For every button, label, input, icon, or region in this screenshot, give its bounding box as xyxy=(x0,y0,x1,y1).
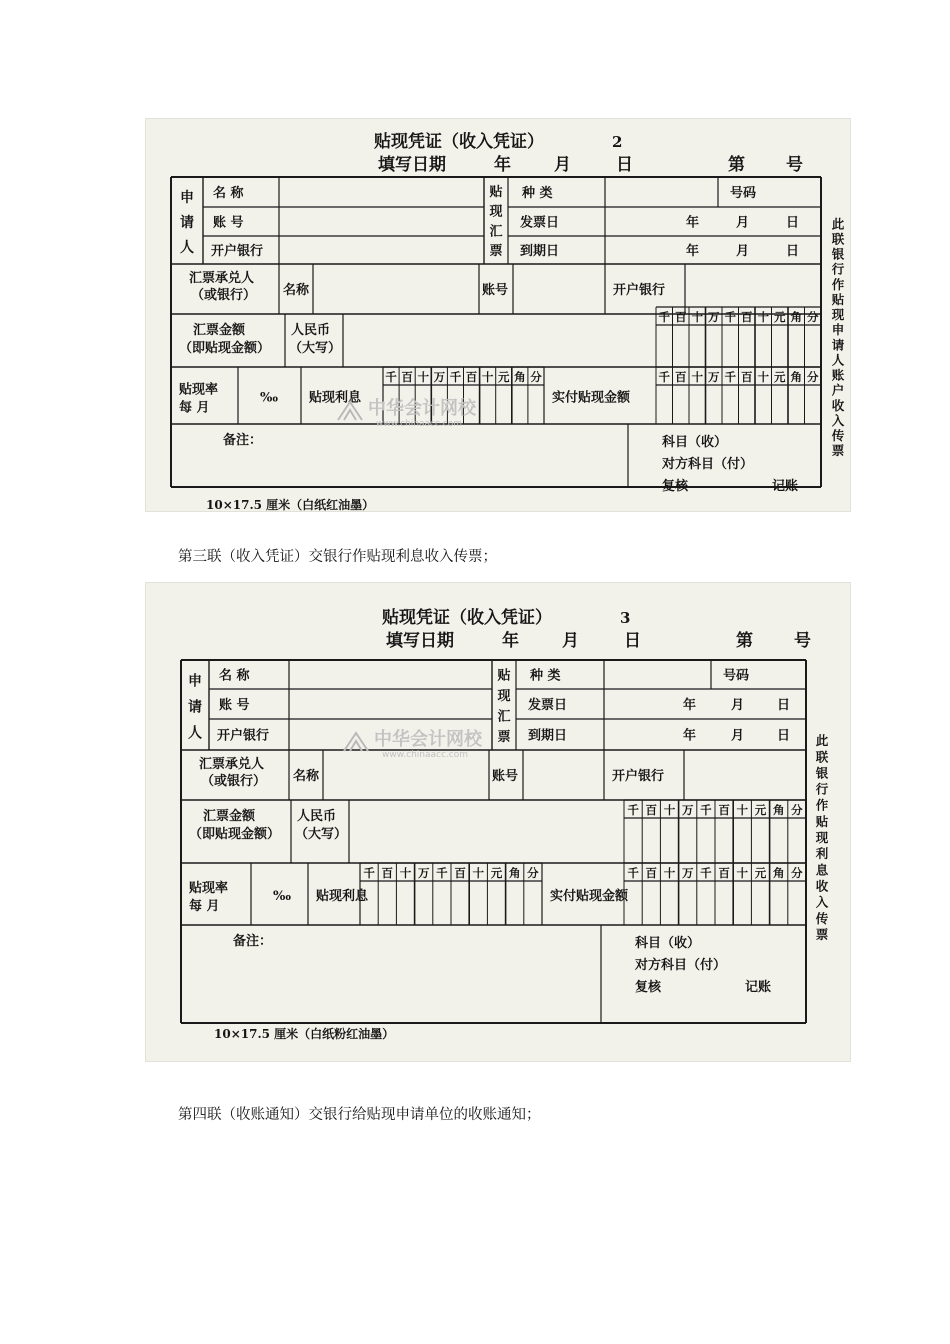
acceptor-account-label: 账号 xyxy=(492,769,519,784)
number-label: 第 xyxy=(728,155,745,175)
interest-digit-grid-unit: 角 xyxy=(508,866,521,880)
watermark-url: www.chinaacc.com xyxy=(382,750,468,760)
side-note-char: 入 xyxy=(815,894,829,910)
watermark-logo xyxy=(344,728,483,760)
amount-digit-grid-unit: 百 xyxy=(741,310,753,324)
side-note-char: 此 xyxy=(831,216,845,232)
size-note: 10×17.5 厘米（白纸红油墨） xyxy=(206,498,375,512)
month-label: 月 xyxy=(562,631,579,651)
bill-label-char: 汇 xyxy=(497,709,511,725)
amount-label: 汇票金额 xyxy=(203,809,256,824)
side-note-char: 收 xyxy=(831,397,845,413)
applicant-label-char: 人 xyxy=(180,239,194,256)
actual-digit-grid-unit: 千 xyxy=(627,866,639,880)
interest-digit-grid-unit: 万 xyxy=(433,370,446,384)
interest-digit-grid-unit: 万 xyxy=(417,866,430,880)
amount-digit-grid-unit: 千 xyxy=(627,803,639,817)
rmb-label-sub: （大写） xyxy=(289,341,342,356)
voucher-title: 贴现凭证（收入凭证） xyxy=(374,132,544,152)
actual-digit-grid-unit: 千 xyxy=(724,370,736,384)
issue-day: 日 xyxy=(777,698,791,713)
actual-digit-grid-unit: 千 xyxy=(700,866,712,880)
interest-digit-grid-unit: 百 xyxy=(454,866,466,880)
interest-digit-grid-unit: 元 xyxy=(498,370,510,384)
applicant-label-char: 申 xyxy=(180,189,194,206)
issue-day: 日 xyxy=(786,215,800,231)
percent-sign: ‰ xyxy=(260,390,279,406)
name-label: 名 称 xyxy=(213,186,244,201)
amount-digit-grid-unit: 百 xyxy=(718,803,730,817)
code-label: 号码 xyxy=(730,186,757,201)
acceptor-label-sub: （或银行） xyxy=(191,288,257,303)
side-note-char: 入 xyxy=(831,412,845,428)
side-note-char: 息 xyxy=(815,862,829,878)
rate-label-sub: 每 月 xyxy=(179,400,210,416)
side-note-char: 现 xyxy=(831,307,845,323)
side-note-char: 联 xyxy=(815,749,829,765)
interest-digit-grid-unit: 千 xyxy=(385,370,397,384)
issue-date-label: 发票日 xyxy=(520,215,560,231)
voucher-form-2 xyxy=(146,119,851,512)
voucher-scan-copy-2 xyxy=(145,118,851,512)
amount-digit-grid-unit: 分 xyxy=(791,803,803,817)
issue-year: 年 xyxy=(686,215,700,231)
interest-digit-grid-unit: 元 xyxy=(490,866,503,880)
bill-label-char: 贴 xyxy=(489,184,503,200)
acceptor-label: 汇票承兑人 xyxy=(199,757,265,772)
amount-digit-grid-unit: 分 xyxy=(807,310,819,324)
side-note-char: 票 xyxy=(815,926,829,942)
bill-label-char: 汇 xyxy=(489,224,503,240)
bank-label: 开户银行 xyxy=(211,244,264,259)
bill-label xyxy=(488,184,502,259)
size-note: 10×17.5 厘米（白纸粉红油墨） xyxy=(214,1027,395,1041)
watermark-title: 中华会计网校 xyxy=(368,398,476,419)
interest-label: 贴现利息 xyxy=(316,889,369,904)
rate-label: 贴现率 xyxy=(189,881,229,896)
watermark-title: 中华会计网校 xyxy=(374,729,482,750)
actual-digit-grid-unit: 百 xyxy=(741,370,753,384)
due-day: 日 xyxy=(777,728,791,744)
subject-label: 科目（收） xyxy=(662,435,728,450)
due-date-label: 到期日 xyxy=(528,728,568,744)
amount-digit-grid-unit: 十 xyxy=(691,310,703,324)
applicant-label xyxy=(180,189,194,256)
interest-digit-grid-unit: 千 xyxy=(363,866,375,880)
account-label: 账 号 xyxy=(213,215,244,231)
counter-subject-label: 对方科目（付） xyxy=(635,958,727,973)
actual-digit-grid-unit: 千 xyxy=(658,370,670,384)
issue-month: 月 xyxy=(736,215,750,231)
actual-digit-grid-unit: 十 xyxy=(663,866,676,880)
side-note-char: 贴 xyxy=(815,813,829,829)
bill-label-char: 票 xyxy=(497,729,511,745)
account-label: 账 号 xyxy=(219,698,250,713)
bank-label: 开户银行 xyxy=(217,728,270,744)
day-label: 日 xyxy=(624,631,641,651)
side-note-char: 作 xyxy=(815,797,829,813)
percent-sign: ‰ xyxy=(273,889,292,904)
interest-digit-grid-unit: 千 xyxy=(449,370,462,384)
interest-digit-grid-unit: 百 xyxy=(401,370,413,384)
copy-number: 2 xyxy=(612,133,623,151)
actual-digit-grid-unit: 元 xyxy=(774,370,786,384)
rate-label-sub: 每 月 xyxy=(189,899,220,914)
actual-digit-grid-unit: 角 xyxy=(790,370,802,384)
number-label: 第 xyxy=(736,631,753,651)
side-note xyxy=(815,733,829,942)
amount-digit-grid-unit: 角 xyxy=(790,310,802,324)
fill-date-label: 填写日期 xyxy=(386,631,454,651)
amount-digit-grid-unit: 万 xyxy=(681,803,694,817)
bookkeep-label: 记账 xyxy=(772,479,799,494)
side-note-char: 联 xyxy=(831,231,845,247)
applicant-label-char: 请 xyxy=(188,699,202,716)
rate-label: 贴现率 xyxy=(179,382,219,398)
due-year: 年 xyxy=(686,244,700,259)
voucher-scan-copy-3 xyxy=(145,582,851,1062)
interest-digit-grid-unit: 千 xyxy=(436,866,448,880)
amount-digit-grid-unit: 百 xyxy=(645,803,658,817)
copy-number: 3 xyxy=(620,609,631,627)
interest-digit-grid-unit: 分 xyxy=(530,370,542,384)
day-label: 日 xyxy=(616,155,633,175)
side-note-char: 银 xyxy=(815,765,829,781)
actual-digit-grid-unit: 十 xyxy=(736,866,749,880)
side-note-char: 行 xyxy=(831,261,845,277)
actual-digit-grid-unit: 元 xyxy=(754,866,767,880)
side-note-char: 人 xyxy=(831,352,845,368)
amount-digit-grid-unit: 万 xyxy=(708,310,720,324)
actual-amount-label: 实付贴现金额 xyxy=(550,889,629,904)
amount-digit-grid-unit: 十 xyxy=(736,803,749,817)
side-note-char: 行 xyxy=(815,781,829,797)
amount-label: 汇票金额 xyxy=(193,323,246,338)
voucher-title: 贴现凭证（收入凭证） xyxy=(382,608,552,628)
type-label: 种 类 xyxy=(522,186,553,201)
due-year: 年 xyxy=(683,728,697,744)
applicant-label-char: 人 xyxy=(188,725,202,742)
side-note-char: 作 xyxy=(831,276,845,292)
side-note-char: 传 xyxy=(815,910,829,926)
acceptor-name-label: 名称 xyxy=(293,769,320,784)
actual-amount-label: 实付贴现金额 xyxy=(552,390,631,406)
rmb-label-sub: （大写） xyxy=(295,827,348,842)
side-note-char: 户 xyxy=(831,382,845,398)
side-note-char: 贴 xyxy=(831,291,845,307)
interest-digit-grid-unit: 十 xyxy=(417,370,429,384)
type-label: 种 类 xyxy=(530,668,561,684)
subject-label: 科目（收） xyxy=(635,936,701,951)
due-date-label: 到期日 xyxy=(520,244,560,259)
due-day: 日 xyxy=(786,244,800,259)
acceptor-name-label: 名称 xyxy=(283,283,310,298)
code-label: 号码 xyxy=(723,668,750,684)
rmb-label: 人民币 xyxy=(291,323,331,338)
interest-digit-grid-unit: 十 xyxy=(481,370,494,384)
amount-digit-grid-unit: 元 xyxy=(774,310,786,324)
side-note-char: 传 xyxy=(831,428,845,444)
side-note-char: 收 xyxy=(815,878,829,894)
issue-date-label: 发票日 xyxy=(528,698,568,713)
amount-digit-grid-unit: 百 xyxy=(675,310,687,324)
interest-digit-grid-unit: 百 xyxy=(465,370,478,384)
interest-digit-grid-unit: 角 xyxy=(514,370,526,384)
bill-label-char: 现 xyxy=(489,204,503,220)
rmb-label: 人民币 xyxy=(297,809,337,824)
amount-digit-grid-unit: 十 xyxy=(757,310,769,324)
actual-digit-grid-unit: 百 xyxy=(675,370,687,384)
number-unit: 号 xyxy=(794,631,811,651)
interest-digit-grid-unit: 十 xyxy=(399,866,412,880)
amount-digit-grid-unit: 千 xyxy=(700,803,712,817)
review-label: 复核 xyxy=(662,479,689,494)
actual-digit-grid-unit: 分 xyxy=(807,370,819,384)
due-month: 月 xyxy=(736,244,750,259)
acceptor-label-sub: （或银行） xyxy=(201,774,267,789)
applicant-label-char: 申 xyxy=(188,673,202,690)
voucher-form-3 xyxy=(146,583,851,1062)
side-note xyxy=(831,216,845,458)
side-note-char: 账 xyxy=(831,367,845,383)
remark-label: 备注： xyxy=(223,433,263,448)
actual-digit-grid-unit: 百 xyxy=(645,866,658,880)
bookkeep-label: 记账 xyxy=(745,980,772,995)
side-note-char: 利 xyxy=(815,846,829,862)
watermark-icon xyxy=(344,733,368,751)
remark-label: 备注： xyxy=(233,934,273,949)
acceptor-bank-label: 开户银行 xyxy=(613,283,666,298)
side-note-char: 请 xyxy=(831,337,845,353)
review-label: 复核 xyxy=(635,980,662,995)
actual-digit-grid-unit: 角 xyxy=(772,866,785,880)
applicant-label-char: 请 xyxy=(180,214,194,231)
year-label: 年 xyxy=(502,631,519,651)
interest-digit-grid-unit: 十 xyxy=(472,866,485,880)
number-unit: 号 xyxy=(786,155,803,175)
counter-subject-label: 对方科目（付） xyxy=(662,457,754,472)
issue-year: 年 xyxy=(683,698,697,713)
fill-date-label: 填写日期 xyxy=(378,155,446,175)
actual-digit-grid-unit: 万 xyxy=(708,370,720,384)
bill-label xyxy=(496,667,510,745)
amount-digit-grid-unit: 十 xyxy=(663,803,676,817)
amount-label-sub: （即贴现金额） xyxy=(179,341,271,356)
interest-digit-grid-unit: 分 xyxy=(527,866,539,880)
side-note-char: 申 xyxy=(831,322,845,338)
due-month: 月 xyxy=(731,728,745,744)
interest-digit-grid-unit: 百 xyxy=(381,866,394,880)
watermark-url: www.chinaacc.com xyxy=(376,419,462,429)
issue-month: 月 xyxy=(731,698,745,713)
applicant-label xyxy=(188,673,202,742)
side-note-char: 银 xyxy=(831,246,845,262)
actual-digit-grid-unit: 分 xyxy=(791,866,803,880)
caption-fourth-copy: 第四联（收账通知）交银行给贴现申请单位的收账通知； xyxy=(178,1107,541,1123)
amount-digit-grid-unit: 千 xyxy=(724,310,736,324)
name-label: 名 称 xyxy=(219,668,250,684)
bill-label-char: 现 xyxy=(497,688,511,704)
amount-digit-grid-unit: 元 xyxy=(754,803,767,817)
actual-digit-grid-unit: 十 xyxy=(757,370,769,384)
side-note-char: 此 xyxy=(815,733,829,749)
actual-digit-grid-unit: 十 xyxy=(691,370,703,384)
acceptor-label: 汇票承兑人 xyxy=(189,271,255,286)
amount-label-sub: （即贴现金额） xyxy=(189,827,281,842)
side-note-char: 现 xyxy=(815,830,829,846)
amount-digit-grid-unit: 千 xyxy=(658,310,670,324)
bill-label-char: 票 xyxy=(489,244,503,260)
acceptor-bank-label: 开户银行 xyxy=(612,769,665,784)
month-label: 月 xyxy=(554,155,571,175)
amount-digit-grid-unit: 角 xyxy=(772,803,785,817)
caption-third-copy: 第三联（收入凭证）交银行作贴现利息收入传票； xyxy=(178,549,497,565)
side-note-char: 票 xyxy=(831,443,845,459)
bill-label-char: 贴 xyxy=(497,668,511,684)
actual-digit-grid-unit: 百 xyxy=(718,866,730,880)
actual-digit-grid-unit: 万 xyxy=(681,866,694,880)
interest-label: 贴现利息 xyxy=(309,390,362,406)
acceptor-account-label: 账号 xyxy=(482,283,509,298)
year-label: 年 xyxy=(494,155,511,175)
